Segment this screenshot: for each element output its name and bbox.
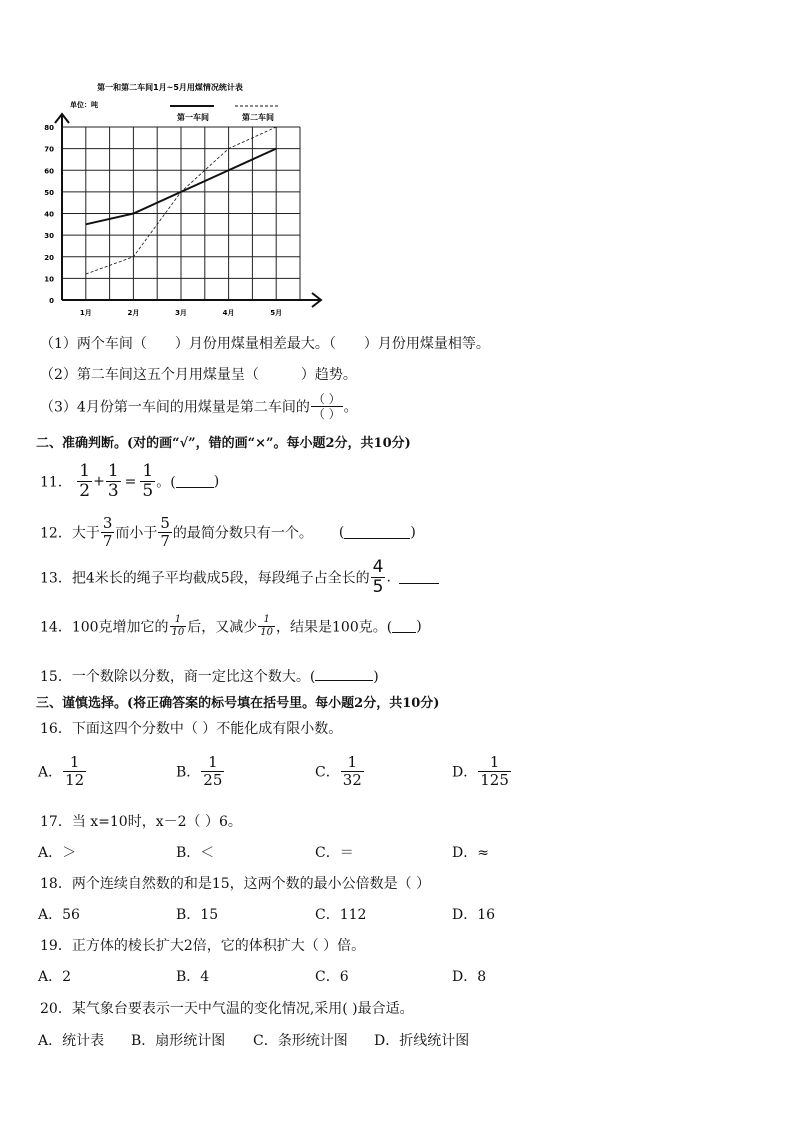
q16-option-a[interactable]: [38, 754, 87, 789]
q11-close: ): [213, 473, 220, 490]
q14-fraction-1: [170, 614, 187, 639]
q12-fraction-2: [158, 515, 172, 550]
chart-title: 第一和第二车间1月~5月用煤情况统计表: [97, 83, 243, 92]
q17-option-d[interactable]: D．≈: [452, 845, 489, 861]
question-14: [40, 614, 422, 639]
legend-series-2: 第二车间: [242, 113, 274, 122]
q15-text: 15．一个数除以分数，商一定比这个数大。(: [40, 669, 316, 685]
q13-fraction: [371, 558, 386, 597]
question-13: [40, 558, 439, 597]
q15-answer-blank[interactable]: [315, 668, 373, 681]
q16-a-num: 1: [63, 754, 86, 772]
question-17: 17．当 x=10时，x－2（ ）6。: [40, 814, 242, 830]
q3-text-end: 。: [343, 399, 358, 416]
q1-text-c: ）月份用煤量相等。: [363, 336, 490, 352]
q11-f2-den: 3: [107, 481, 119, 501]
q14-f1-num: 1: [170, 614, 187, 627]
y-tick-label: 70: [44, 145, 54, 154]
q13-answer-blank[interactable]: [399, 571, 439, 584]
y-tick-label: 50: [44, 188, 54, 197]
q11-equals: =: [124, 473, 137, 490]
y-tick-label: 20: [44, 253, 54, 262]
section-3-title: 三、谨慎选择。(将正确答案的标号填在括号里。每小题2分，共10分): [36, 696, 440, 711]
question-11: [40, 462, 219, 501]
q19-option-c[interactable]: C．6: [315, 969, 349, 985]
q2-text-a: （2）第二车间这五个月用煤量呈（: [40, 367, 259, 383]
section-2-title: 二、准确判断。(对的画“√”，错的画“×”。每小题2分，共10分): [36, 436, 411, 451]
q11-f1-den: 2: [79, 481, 91, 501]
q16-d-fraction: [478, 754, 511, 789]
q14-text-c: ，结果是100克。(: [276, 619, 393, 636]
x-tick-label: 2月: [127, 309, 140, 317]
question-16: 16．下面这四个分数中（ ）不能化成有限小数。: [40, 721, 343, 737]
q16-a-den: 12: [65, 771, 85, 789]
q11-f1-num: 1: [79, 461, 91, 481]
q2-text-b: ）趋势。: [300, 367, 357, 383]
q12-fraction-1: [101, 515, 115, 550]
q18-option-d[interactable]: D．16: [452, 907, 496, 923]
q11-plus: +: [93, 473, 105, 490]
q11-number: 11．: [40, 474, 72, 491]
question-19: 19．正方体的棱长扩大2倍，它的体积扩大（ ）倍。: [40, 938, 366, 954]
q16-a-fraction: [63, 754, 86, 789]
q18-option-b[interactable]: B．15: [176, 907, 219, 923]
q19-option-d[interactable]: D．8: [452, 969, 487, 985]
q16-c-label: C．: [315, 764, 340, 781]
q16-d-num: 1: [478, 754, 511, 772]
chart-unit-label: 单位：吨: [70, 101, 98, 109]
q11-fraction-3: [140, 462, 155, 501]
q11-fraction-1: [77, 462, 92, 501]
q14-text-b: 后，又减少: [187, 619, 258, 636]
x-tick-label: 5月: [270, 309, 283, 317]
q16-b-label: B．: [176, 764, 201, 781]
q13-tail: .: [386, 569, 391, 586]
q16-a-label: A．: [38, 764, 63, 781]
q14-text-a: 14．100克增加它的: [40, 619, 169, 636]
q11-f2-num: 1: [107, 461, 119, 481]
q3-fraction: [311, 392, 343, 421]
chart-question-3: [40, 392, 358, 421]
q16-b-den: 25: [203, 771, 223, 789]
q12-f1-num: 3: [102, 514, 113, 532]
q17-option-b[interactable]: B．＜: [176, 845, 215, 861]
q20-option-c[interactable]: C．条形统计图: [253, 1033, 348, 1049]
y-tick-label: 10: [44, 275, 54, 284]
q3-text-a: （3）4月份第一车间的用煤量是第二车间的: [40, 399, 310, 416]
q16-option-b[interactable]: [176, 754, 225, 789]
q17-option-a[interactable]: A．＞: [38, 845, 77, 861]
coal-usage-line-chart: [30, 76, 340, 324]
q12-answer-blank[interactable]: [344, 526, 410, 539]
chart-question-1: [40, 333, 490, 353]
y-tick-label: 40: [44, 210, 54, 219]
q18-option-a[interactable]: A．56: [38, 907, 80, 923]
q11-answer-blank[interactable]: [176, 475, 214, 488]
q13-f-den: 5: [372, 577, 384, 597]
chart-labels: [44, 124, 282, 317]
q16-c-fraction: [341, 754, 364, 789]
q16-option-d[interactable]: [452, 754, 512, 789]
q11-f3-den: 5: [142, 481, 154, 501]
y-tick-label: 80: [44, 124, 54, 132]
q12-text-b: 而小于: [115, 525, 158, 542]
q1-text-a: （1）两个车间（: [40, 336, 147, 352]
y-tick-label: 30: [44, 232, 54, 241]
q11-f3-num: 1: [142, 461, 154, 481]
q3-frac-den: （ ）: [312, 407, 341, 421]
q20-option-d[interactable]: D．折线统计图: [374, 1033, 470, 1049]
q1-text-b: ）月份用煤量相差最大。（: [174, 336, 336, 352]
x-tick-label: 1月: [79, 309, 92, 317]
q15-close: ): [373, 669, 379, 685]
q12-f2-den: 7: [160, 532, 170, 550]
q12-text-a: 12．大于: [40, 525, 100, 542]
q16-d-label: D．: [452, 764, 478, 781]
question-20: 20．某气象台要表示一天中气温的变化情况,采用( )最合适。: [40, 1001, 414, 1017]
q12-close: ): [410, 524, 416, 541]
q20-option-a[interactable]: A．统计表: [38, 1033, 105, 1049]
q12-open: (: [338, 524, 345, 541]
q3-frac-num: （ ）: [312, 392, 341, 406]
q14-f2-num: 1: [258, 614, 275, 627]
q13-f-num: 4: [372, 557, 384, 577]
q16-b-fraction: [201, 754, 224, 789]
q11-tail: 。(: [156, 474, 176, 491]
q12-text-c: 的最简分数只有一个。: [172, 525, 313, 542]
q14-f1-den: 10: [171, 627, 185, 638]
q20-option-b[interactable]: B．扇形统计图: [131, 1033, 226, 1049]
q12-f1-den: 7: [102, 532, 113, 550]
q19-option-a[interactable]: A．2: [38, 969, 72, 985]
q14-f2-den: 10: [260, 627, 274, 638]
q13-text: 13．把4米长的绳子平均截成5段，每段绳子占全长的: [40, 570, 370, 587]
legend-series-1: 第一车间: [177, 113, 209, 122]
q18-option-c[interactable]: C．112: [315, 907, 367, 923]
x-tick-label: 3月: [175, 309, 187, 317]
y-tick-label: 60: [44, 167, 54, 176]
y-tick-label: 0: [49, 297, 54, 305]
question-15: [40, 666, 379, 686]
q16-b-num: 1: [201, 754, 224, 772]
x-tick-label: 4月: [222, 309, 235, 317]
q19-option-b[interactable]: B．4: [176, 969, 210, 985]
q16-c-den: 32: [342, 771, 362, 789]
chart-question-2: [40, 364, 357, 384]
question-18: 18．两个连续自然数的和是15，这两个数的最小公倍数是（ ）: [40, 876, 431, 892]
q12-f2-num: 5: [160, 514, 170, 532]
q14-close: ): [416, 618, 422, 635]
q16-d-den: 125: [480, 771, 509, 789]
q14-answer-blank[interactable]: [392, 620, 416, 633]
question-12: [40, 515, 416, 550]
q17-option-c[interactable]: C．＝: [315, 845, 354, 861]
q14-fraction-2: [258, 614, 275, 639]
q11-fraction-2: [106, 462, 121, 501]
q16-c-num: 1: [341, 754, 364, 772]
q16-option-c[interactable]: [315, 754, 365, 789]
